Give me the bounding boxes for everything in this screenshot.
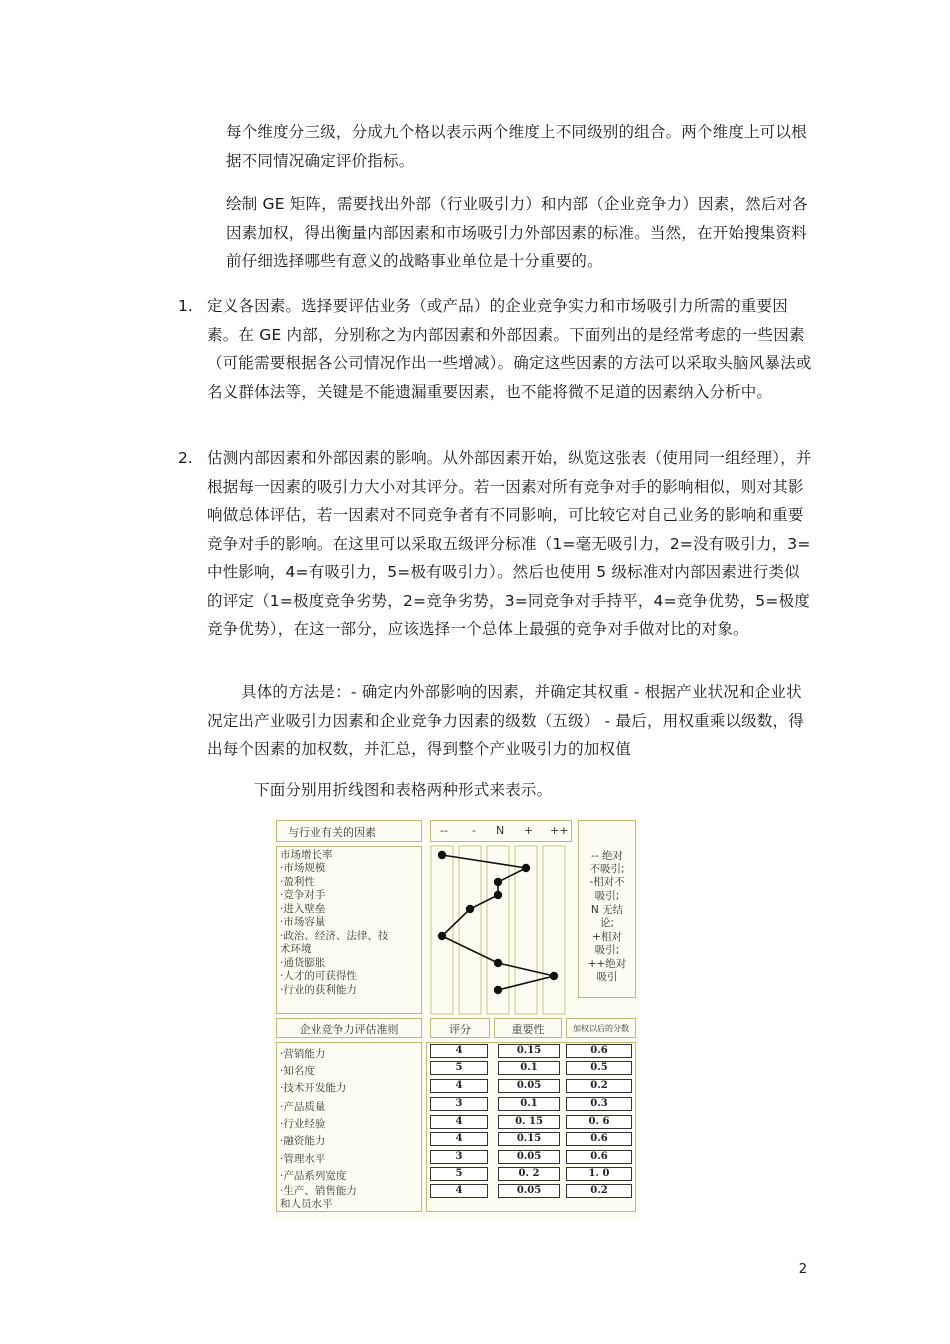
criterion-6: ·融资能力 [280,1135,326,1147]
weighted-cell: 0.6 [566,1150,632,1164]
weight-cell: 0.1 [498,1061,560,1075]
scale-label-1: -- [440,824,448,837]
rating-column-2 [459,846,481,1014]
rating-line [438,851,558,994]
weighted-header: 加权以后的分数 [573,1024,629,1033]
factor-9: ·人才的可获得性 [280,970,357,982]
rating-point-6 [438,932,446,940]
weighted-cell: 0. 6 [566,1115,632,1129]
weight-cell: 0.05 [498,1184,560,1198]
rating-column-5 [543,846,565,1014]
legend-text-1: -- 绝对 [591,850,623,862]
score-cell: 4 [430,1044,488,1058]
legend-text-2: 不吸引; [589,863,625,875]
list-number-1: 1. [178,297,193,315]
weighted-cell: 1. 0 [566,1167,632,1181]
criterion-3: ·技术开发能力 [280,1082,347,1094]
criterion-7: ·管理水平 [280,1153,326,1165]
score-cell: 3 [430,1150,488,1164]
criterion-9b: 和人员水平 [280,1198,333,1210]
rating-point-5 [466,905,474,913]
factor-7b: 术环境 [280,943,312,955]
score-cell: 4 [430,1115,488,1129]
factor-2: ·市场规模 [280,862,326,874]
weight-cell: 0. 15 [498,1115,560,1129]
score-cell: 4 [430,1079,488,1093]
rating-column-1 [431,846,453,1014]
score-cell: 5 [430,1061,488,1075]
factor-7: ·政治、经济、法律、技 [280,930,389,942]
weight-cell: 0.05 [498,1079,560,1093]
ge-figure [272,818,640,1218]
score-cell: 5 [430,1167,488,1181]
weighted-cell: 0.2 [566,1184,632,1198]
paragraph-1: 每个维度分三级，分成九个格以表示两个维度上不同级别的组合。两个维度上可以根据不同情况确定评价指标。 [226,123,807,170]
weight-cell: 0.05 [498,1150,560,1164]
weighted-cell: 0.6 [566,1044,632,1058]
rating-point-3 [494,878,502,886]
factor-1: 市场增长率 [280,849,333,861]
criterion-2: ·知名度 [280,1065,315,1077]
scale-label-3: N [496,824,505,837]
weight-header: 重要性 [511,1023,545,1036]
score-cell: 4 [430,1132,488,1146]
criterion-9: ·生产、销售能力 [280,1185,357,1197]
criterion-1: ·营销能力 [280,1048,326,1060]
legend-text-6: 论; [599,917,615,929]
criterion-5: ·行业经验 [280,1118,326,1130]
weighted-cell: 0.5 [566,1061,632,1075]
scale-label-4: + [524,824,534,837]
rating-point-8 [550,972,558,980]
rating-point-7 [494,959,502,967]
criterion-8: ·产品系列宽度 [280,1170,347,1182]
paragraph-2: 绘制 GE 矩阵，需要找出外部（行业吸引力）和内部（企业竞争力）因素，然后对各因素加权，得出衡量内部因素和市场吸引力外部因素的标准。当然，在开始搜集资料前仔细选择哪些有意义的战略事业单位是十分重要的。 [226,195,808,270]
scale-label-2: - [472,824,476,837]
legend-text-7: +相对 [592,931,622,943]
criterion-4: ·产品质量 [280,1101,326,1113]
weight-cell: 0.1 [498,1097,560,1111]
factor-4: ·竞争对手 [280,889,326,901]
page-number: 2 [798,1262,807,1277]
rating-point-9 [494,986,502,994]
criteria-header: 企业竞争力评估准则 [299,1023,399,1036]
weighted-cell: 0.3 [566,1097,632,1111]
list-item-2: 估测内部因素和外部因素的影响。从外部因素开始，纵览这张表（使用同一组经理），并根据每一因素的吸引力大小对其评分。若一因素对所有竞争对手的影响相似，则对其影响做总体评估，若一因素对不同竞争者有不同影响，可比较它对自己业务的影响和重要竞争对手的影响。在这里可以采取五级评分标准（1=毫无吸引力，2=没有吸引力，3=中性影响，4=有吸引力，5=极有吸引力）。然后也使用 5 级标准对内部因素进行类似的评定（1=极度竞争劣势，2=竞争劣势，3=同竞争对手持平，4=竞争优势，5=极度竞争优势），在这一部分，应该选择一个总体上最强的竞争对手做对比的对象。 [207,449,812,638]
legend-text-4: 吸引; [594,890,620,902]
list-item-1: 定义各因素。选择要评估业务（或产品）的企业竞争实力和市场吸引力所需的重要因素。在 GE 内部，分别称之为内部因素和外部因素。下面列出的是经常考虑的一些因素（可能需要根据各公司情况作出一些增减）。确定这些因素的方法可以采取头脑风暴法或名义群体法等，关键是不能遗漏重要因素，也不能将微不足道的因素纳入分析中。 [207,297,812,401]
legend-text-9: ++绝对 [587,958,627,970]
rating-point-1 [438,851,446,859]
factor-6: ·市场容量 [280,916,326,928]
method-paragraph: 具体的方法是：- 确定内外部影响的因素，并确定其权重 - 根据产业状况和企业状况定出产业吸引力因素和企业竞争力因素的级数（五级） - 最后，用权重乘以级数，得出每个因素的加权数，并汇总，得到整个产业吸引力的加权值 [207,683,804,758]
weight-cell: 0. 2 [498,1167,560,1181]
weighted-cell: 0.2 [566,1079,632,1093]
rating-point-2 [522,864,530,872]
factor-header: 与行业有关的因素 [288,826,376,839]
score-header: 评分 [449,1023,471,1036]
factor-10: ·行业的获利能力 [280,984,357,996]
factor-3: ·盈利性 [280,876,315,888]
weight-cell: 0.15 [498,1132,560,1146]
legend-text-8: 吸引; [594,944,620,956]
scale-label-5: ++ [550,824,569,837]
list-number-2: 2. [178,449,193,467]
factor-5: ·进入壁垒 [280,903,326,915]
legend-text-3: -相对不 [589,876,625,888]
score-cell: 4 [430,1184,488,1198]
factor-8: ·通货膨胀 [280,957,326,969]
weight-cell: 0.15 [498,1044,560,1058]
legend-text-5: N 无结 [590,904,624,916]
rating-point-4 [494,891,502,899]
legend-text-10: 吸引 [596,971,618,983]
weighted-cell: 0.6 [566,1132,632,1146]
score-cell: 3 [430,1097,488,1111]
intro-line: 下面分别用折线图和表格两种形式来表示。 [254,781,553,799]
